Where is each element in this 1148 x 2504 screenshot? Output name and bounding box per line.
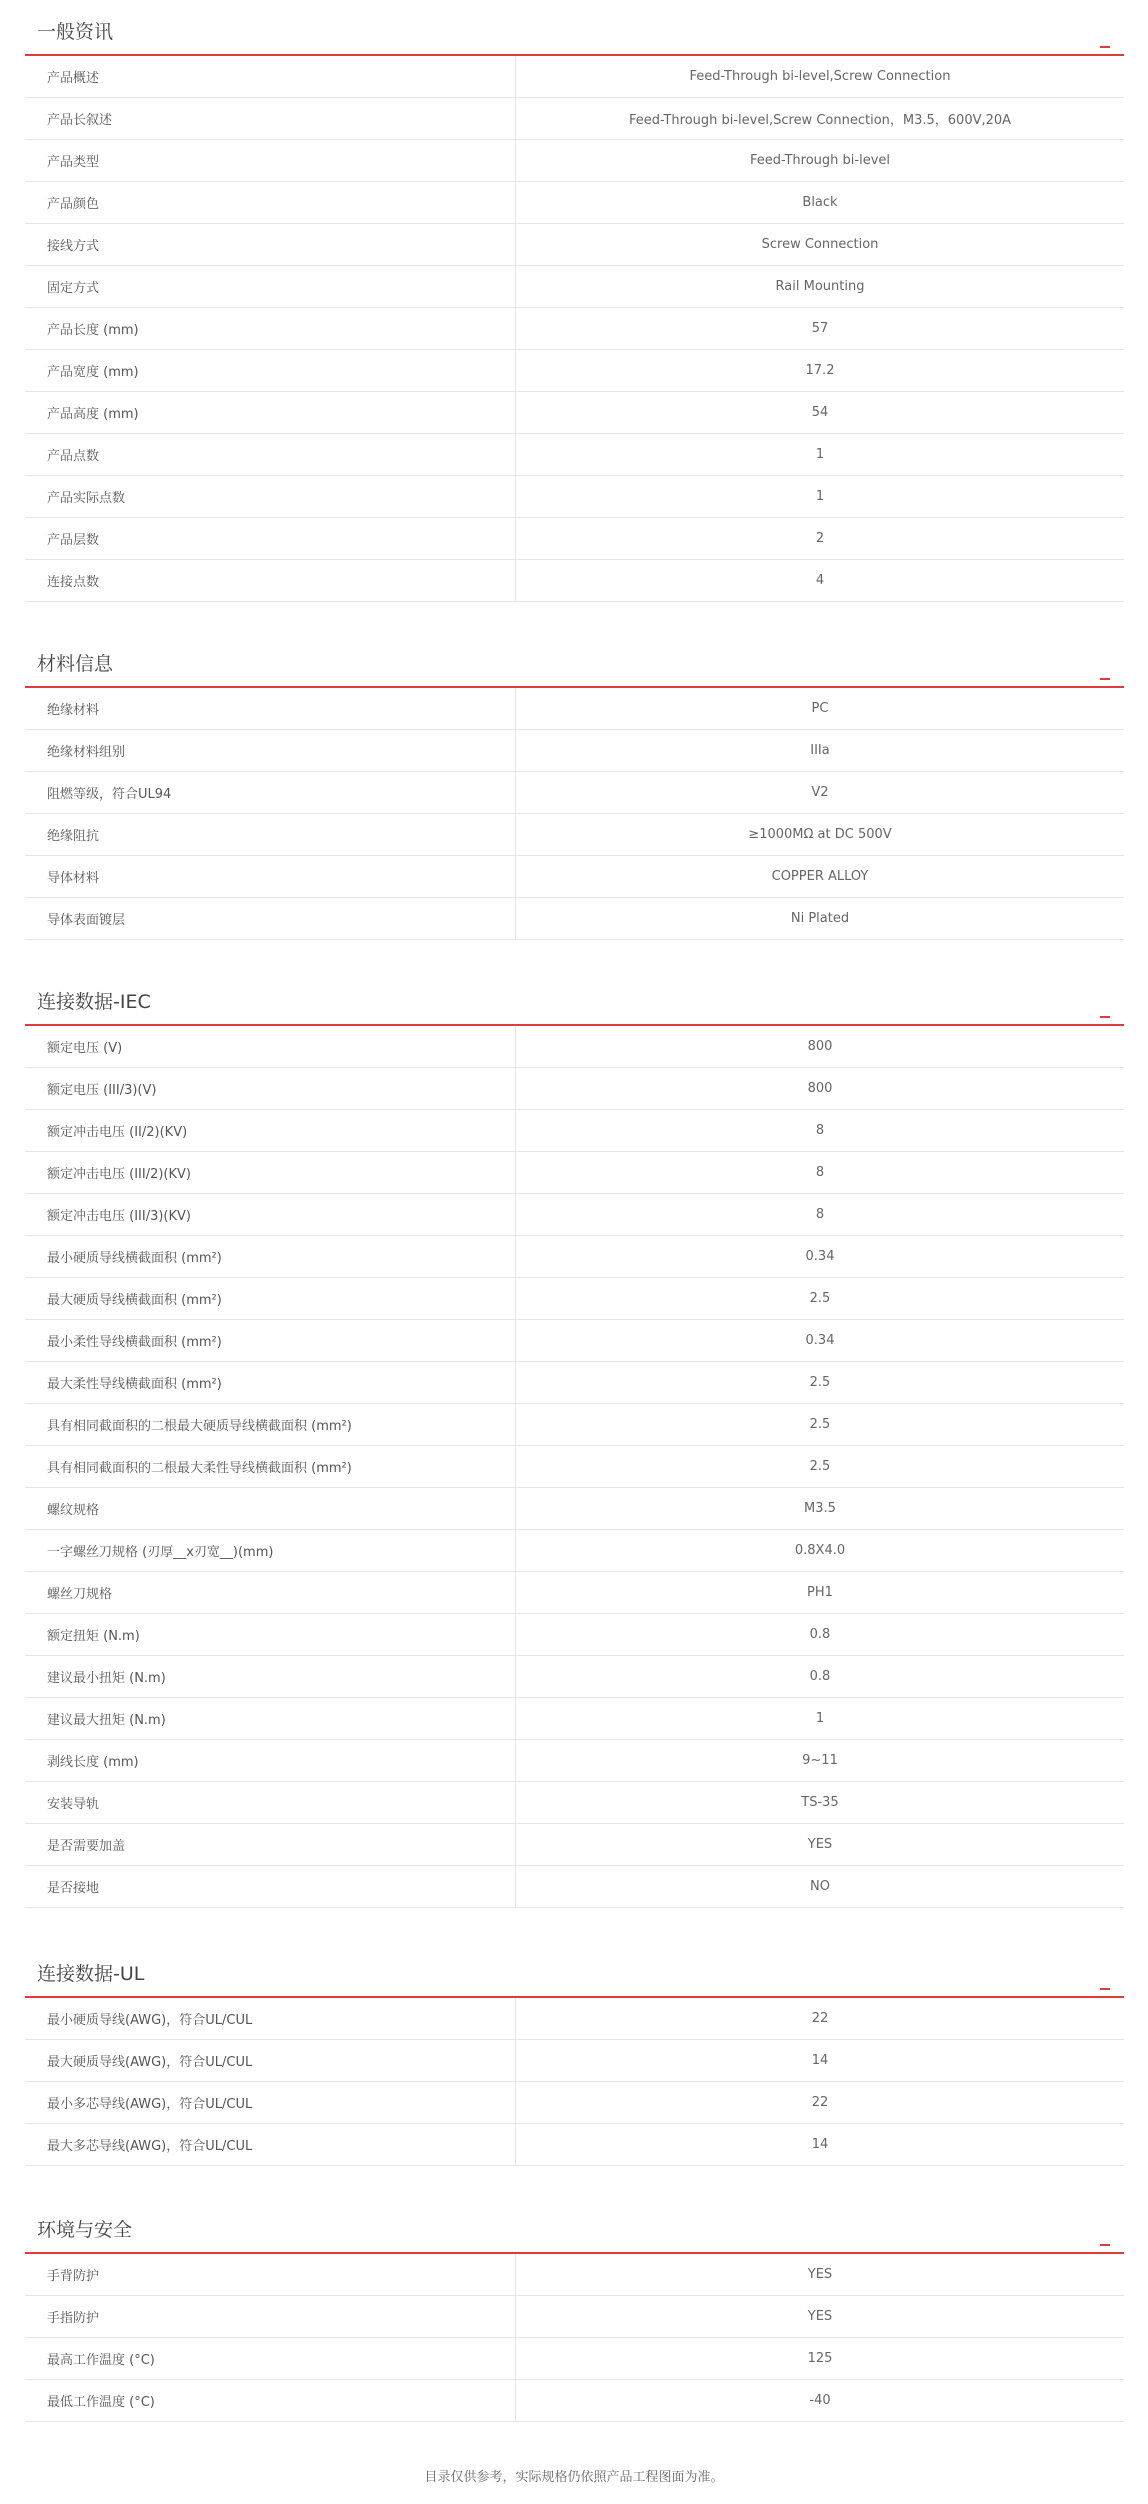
row-label: 产品实际点数 (25, 476, 516, 517)
row-value: COPPER ALLOY (771, 869, 869, 884)
table-row (25, 1152, 1124, 1194)
spec-table (25, 688, 1124, 940)
row-value: 0.8X4.0 (794, 1543, 846, 1558)
table-row (25, 266, 1124, 308)
row-value: 8 (815, 1207, 825, 1222)
row-value: PC (811, 701, 829, 716)
row-value: 0.34 (805, 1249, 835, 1264)
row-label: 剥线长度 (mm) (25, 1740, 516, 1781)
row-value: 125 (807, 2351, 833, 2366)
row-value: 8 (815, 1123, 825, 1138)
row-value: 0.8 (809, 1669, 831, 1684)
row-label: 最大硬质导线(AWG)，符合UL/CUL (25, 2040, 516, 2081)
table-row (25, 730, 1124, 772)
table-row (25, 2338, 1124, 2380)
row-label: 额定冲击电压 (II/2)(KV) (25, 1110, 516, 1151)
row-value: 57 (811, 321, 829, 336)
section-material (25, 632, 1124, 940)
table-row (25, 772, 1124, 814)
row-label: 阻燃等级，符合UL94 (25, 772, 516, 813)
row-value: 1 (815, 489, 825, 504)
table-row (25, 2124, 1124, 2166)
table-row (25, 1530, 1124, 1572)
row-label: 螺纹规格 (25, 1488, 516, 1529)
row-value: 14 (811, 2053, 829, 2068)
row-label: 建议最大扭矩 (N.m) (25, 1698, 516, 1739)
row-label: 是否需要加盖 (25, 1824, 516, 1865)
row-label: 安装导轨 (25, 1782, 516, 1823)
row-value: 2.5 (809, 1291, 831, 1306)
row-value: 0.34 (805, 1333, 835, 1348)
row-value: M3.5 (804, 1501, 836, 1516)
table-row (25, 1362, 1124, 1404)
row-label: 绝缘材料组别 (25, 730, 516, 771)
table-row (25, 140, 1124, 182)
row-value: Black (802, 195, 838, 210)
row-label: 手背防护 (25, 2254, 516, 2295)
table-row (25, 1656, 1124, 1698)
section-header[interactable] (25, 970, 1124, 1026)
table-row (25, 688, 1124, 730)
table-row (25, 434, 1124, 476)
spec-table (25, 1026, 1124, 1908)
row-label: 螺丝刀规格 (25, 1572, 516, 1613)
row-value: 54 (811, 405, 829, 420)
row-label: 最大硬质导线横截面积 (mm²) (25, 1278, 516, 1319)
row-label: 绝缘阻抗 (25, 814, 516, 855)
table-row (25, 308, 1124, 350)
collapse-icon[interactable] (1100, 1016, 1110, 1018)
table-row (25, 1320, 1124, 1362)
row-value: Rail Mounting (775, 279, 865, 294)
row-value: Screw Connection (761, 237, 879, 252)
row-value: 2.5 (809, 1417, 831, 1432)
table-row (25, 1614, 1124, 1656)
row-value: Feed-Through bi-level,Screw Connection (689, 69, 951, 84)
table-row (25, 814, 1124, 856)
row-value: YES (807, 2309, 833, 2324)
row-label: 产品高度 (mm) (25, 392, 516, 433)
table-row (25, 1998, 1124, 2040)
table-row (25, 856, 1124, 898)
table-row (25, 1782, 1124, 1824)
footer-note: 目录仅供参考，实际规格仍依照产品工程图面为准。 (424, 2470, 724, 2485)
section-environment (25, 2198, 1124, 2422)
table-row (25, 1110, 1124, 1152)
table-row (25, 2296, 1124, 2338)
row-value: 800 (807, 1081, 833, 1096)
collapse-icon[interactable] (1100, 2244, 1110, 2246)
table-row (25, 98, 1124, 140)
row-label: 最小硬质导线(AWG)，符合UL/CUL (25, 1998, 516, 2039)
row-value: YES (807, 2267, 833, 2282)
row-label: 最小多芯导线(AWG)，符合UL/CUL (25, 2082, 516, 2123)
row-value: 17.2 (805, 363, 835, 378)
row-label: 产品类型 (25, 140, 516, 181)
section-connection-ul (25, 1942, 1124, 2166)
row-label: 产品长度 (mm) (25, 308, 516, 349)
row-label: 接线方式 (25, 224, 516, 265)
collapse-icon[interactable] (1100, 1988, 1110, 1990)
table-row (25, 2040, 1124, 2082)
row-label: 连接点数 (25, 560, 516, 601)
table-row (25, 476, 1124, 518)
collapse-icon[interactable] (1100, 678, 1110, 680)
row-label: 产品层数 (25, 518, 516, 559)
row-label: 产品宽度 (mm) (25, 350, 516, 391)
row-value: -40 (809, 2393, 831, 2408)
row-label: 具有相同截面积的二根最大硬质导线横截面积 (mm²) (25, 1404, 516, 1445)
table-row (25, 1572, 1124, 1614)
row-label: 最高工作温度 (°C) (25, 2338, 516, 2379)
row-label: 最低工作温度 (°C) (25, 2380, 516, 2421)
table-row (25, 1278, 1124, 1320)
row-value: YES (807, 1837, 833, 1852)
table-row (25, 2254, 1124, 2296)
table-row (25, 518, 1124, 560)
section-title: 材料信息 (37, 653, 114, 675)
row-label: 导体表面镀层 (25, 898, 516, 939)
table-row (25, 560, 1124, 602)
table-row (25, 1824, 1124, 1866)
row-value: Feed-Through bi-level (749, 153, 891, 168)
table-row (25, 1740, 1124, 1782)
table-row (25, 1488, 1124, 1530)
row-label: 额定冲击电压 (III/2)(KV) (25, 1152, 516, 1193)
table-row (25, 1236, 1124, 1278)
row-value: 0.8 (809, 1627, 831, 1642)
row-label: 额定电压 (V) (25, 1026, 516, 1067)
row-value: 8 (815, 1165, 825, 1180)
table-row (25, 1404, 1124, 1446)
row-value: NO (810, 1879, 830, 1894)
row-value: IIIa (810, 743, 830, 758)
table-row (25, 1068, 1124, 1110)
row-label: 最小硬质导线横截面积 (mm²) (25, 1236, 516, 1277)
section-connection-iec (25, 970, 1124, 1908)
section-header[interactable] (25, 632, 1124, 688)
row-value: V2 (811, 785, 829, 800)
spec-table (25, 2254, 1124, 2422)
table-row (25, 350, 1124, 392)
table-row (25, 1026, 1124, 1068)
table-row (25, 1698, 1124, 1740)
section-header[interactable] (25, 1942, 1124, 1998)
table-row (25, 2380, 1124, 2422)
section-title: 连接数据-IEC (37, 991, 151, 1013)
section-header[interactable] (25, 2198, 1124, 2254)
row-value: ≥1000MΩ at DC 500V (748, 827, 892, 842)
section-title: 一般资讯 (37, 21, 114, 43)
table-row (25, 1866, 1124, 1908)
row-label: 最大多芯导线(AWG)，符合UL/CUL (25, 2124, 516, 2165)
row-value: 9~11 (802, 1753, 838, 1768)
row-value: 22 (811, 2095, 829, 2110)
spec-table (25, 56, 1124, 602)
row-label: 导体材料 (25, 856, 516, 897)
row-value: 2.5 (809, 1459, 831, 1474)
row-value: 14 (811, 2137, 829, 2152)
row-value: 2.5 (809, 1375, 831, 1390)
row-value: 4 (815, 573, 825, 588)
row-label: 是否接地 (25, 1866, 516, 1907)
section-title: 环境与安全 (37, 2219, 133, 2241)
table-row (25, 392, 1124, 434)
row-label: 产品概述 (25, 56, 516, 97)
row-label: 产品点数 (25, 434, 516, 475)
table-row (25, 56, 1124, 98)
row-label: 最大柔性导线横截面积 (mm²) (25, 1362, 516, 1403)
row-label: 绝缘材料 (25, 688, 516, 729)
row-value: Feed-Through bi-level,Screw Connection，M3.5，600V,20A (628, 113, 1012, 128)
row-label: 额定电压 (III/3)(V) (25, 1068, 516, 1109)
row-value: TS-35 (801, 1795, 839, 1810)
row-label: 建议最小扭矩 (N.m) (25, 1656, 516, 1697)
table-row (25, 1446, 1124, 1488)
row-label: 产品颜色 (25, 182, 516, 223)
row-value: 1 (815, 447, 825, 462)
section-header[interactable] (25, 0, 1124, 56)
row-value: 2 (815, 531, 825, 546)
row-value: 22 (811, 2011, 829, 2026)
table-row (25, 898, 1124, 940)
row-value: 800 (807, 1039, 833, 1054)
row-label: 具有相同截面积的二根最大柔性导线横截面积 (mm²) (25, 1446, 516, 1487)
row-label: 产品长叙述 (25, 98, 516, 139)
table-row (25, 2082, 1124, 2124)
row-value: PH1 (807, 1585, 833, 1600)
row-label: 额定冲击电压 (III/3)(KV) (25, 1194, 516, 1235)
table-row (25, 224, 1124, 266)
row-label: 手指防护 (25, 2296, 516, 2337)
spec-table (25, 1998, 1124, 2166)
section-title: 连接数据-UL (37, 1963, 145, 1985)
section-general (25, 0, 1124, 602)
row-value: 1 (815, 1711, 825, 1726)
table-row (25, 182, 1124, 224)
collapse-icon[interactable] (1100, 46, 1110, 48)
row-label: 最小柔性导线横截面积 (mm²) (25, 1320, 516, 1361)
row-label: 固定方式 (25, 266, 516, 307)
row-label: 一字螺丝刀规格 (刃厚__x刃宽__)(mm) (25, 1530, 516, 1571)
row-label: 额定扭矩 (N.m) (25, 1614, 516, 1655)
table-row (25, 1194, 1124, 1236)
row-value: Ni Plated (790, 911, 850, 926)
